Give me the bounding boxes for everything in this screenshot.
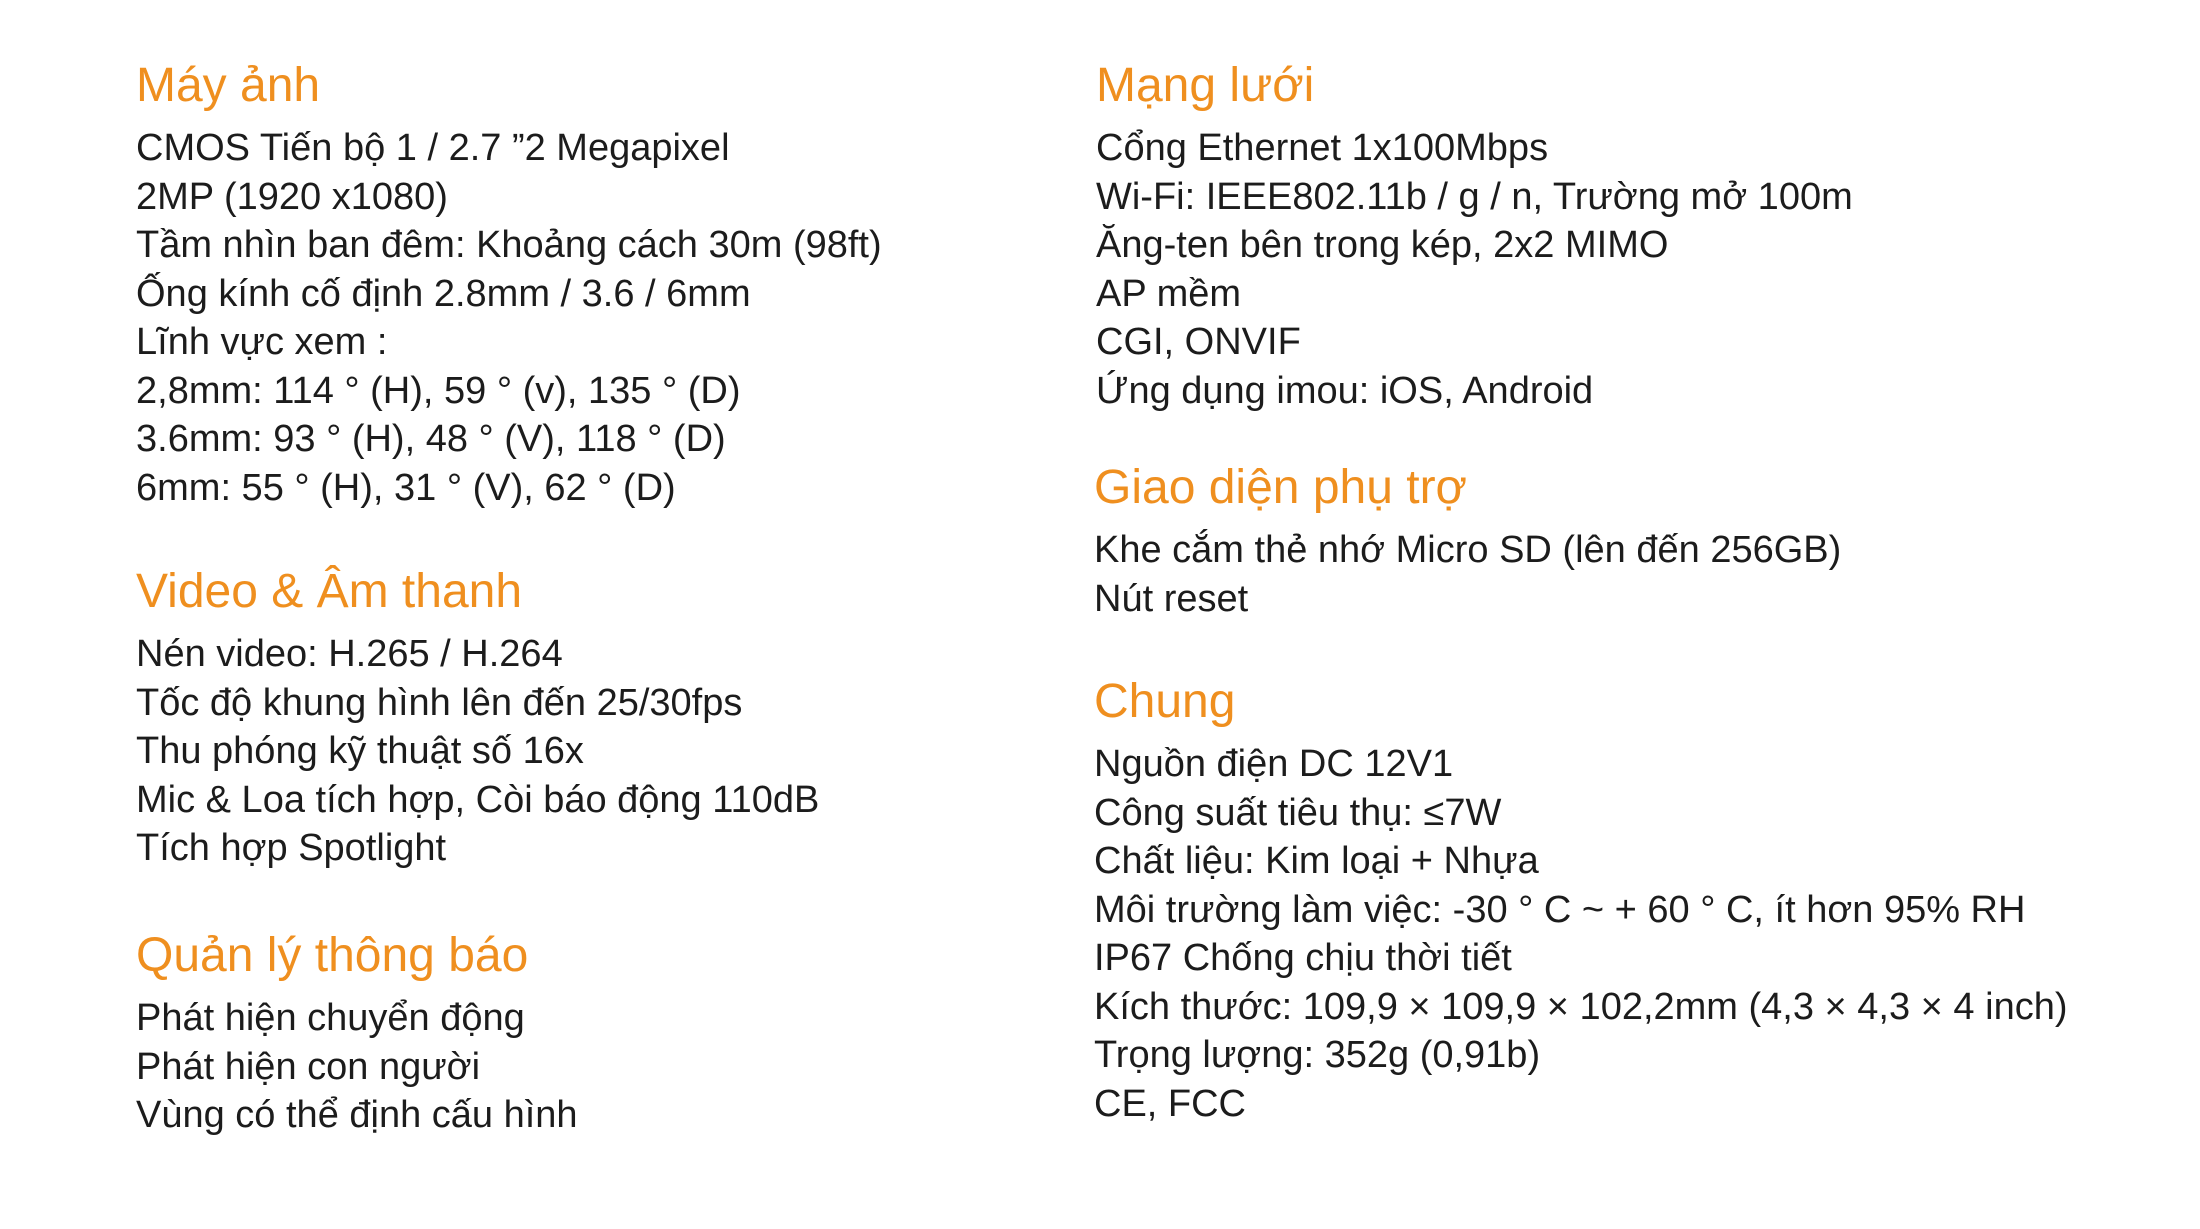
spec-line: Wi-Fi: IEEE802.11b / g / n, Trường mở 100m xyxy=(1096,175,1853,218)
spec-line: Nguồn điện DC 12V1 xyxy=(1094,743,1454,785)
spec-line: Khe cắm thẻ nhớ Micro SD (lên đến 256GB) xyxy=(1094,529,1842,571)
spec-line: Trọng lượng: 352g (0,91b) xyxy=(1094,1034,1541,1076)
spec-line: 6mm: 55 ° (H), 31 ° (V), 62 ° (D) xyxy=(136,466,676,509)
spec-line: Tích hợp Spotlight xyxy=(136,827,447,869)
section-title-video-audio: Video & Âm thanh xyxy=(136,565,523,618)
spec-line: CGI, ONVIF xyxy=(1096,321,1301,363)
section-network xyxy=(1096,59,1853,415)
spec-list-network xyxy=(1096,124,1853,415)
spec-line: Mic & Loa tích hợp, Còi báo động 110dB xyxy=(136,778,820,821)
section-auxiliary-interfaces xyxy=(1094,461,1842,623)
spec-line: AP mềm xyxy=(1096,272,1242,315)
spec-line: CE, FCC xyxy=(1094,1082,1246,1125)
section-title-auxiliary-interfaces: Giao diện phụ trợ xyxy=(1094,461,1468,514)
spec-line: Phát hiện con người xyxy=(136,1045,481,1088)
spec-line: Thu phóng kỹ thuật số 16x xyxy=(136,730,584,772)
spec-line: Chất liệu: Kim loại + Nhựa xyxy=(1094,840,1539,882)
spec-line: Môi trường làm việc: -30 ° C ~ + 60 ° C, ít hơn 95% RH xyxy=(1094,888,2026,931)
spec-line: Tốc độ khung hình lên đến 25/30fps xyxy=(136,681,743,724)
spec-line: Ứng dụng imou: iOS, Android xyxy=(1096,369,1594,412)
spec-line: Tầm nhìn ban đêm: Khoảng cách 30m (98ft) xyxy=(136,224,882,266)
spec-line: 3.6mm: 93 ° (H), 48 ° (V), 118 ° (D) xyxy=(136,418,726,460)
spec-list-general xyxy=(1094,740,2068,1128)
section-alerts xyxy=(136,929,578,1140)
section-general xyxy=(1094,675,2068,1128)
spec-list-camera xyxy=(136,124,882,512)
spec-line: Vùng có thể định cấu hình xyxy=(136,1094,578,1136)
spec-line: Công suất tiêu thụ: ≤7W xyxy=(1094,791,1502,834)
spec-line: Kích thước: 109,9 × 109,9 × 102,2mm (4,3 × 4,3 × 4 inch) xyxy=(1094,985,2068,1028)
spec-line: CMOS Tiến bộ 1 / 2.7 ”2 Megapixel xyxy=(136,127,730,169)
spec-list-auxiliary-interfaces xyxy=(1094,526,1841,623)
section-camera xyxy=(136,59,882,512)
spec-line: IP67 Chống chịu thời tiết xyxy=(1094,937,1512,979)
spec-line: Nút reset xyxy=(1094,577,1249,620)
section-title-camera: Máy ảnh xyxy=(136,59,321,112)
section-video-audio xyxy=(136,565,820,873)
spec-line: Nén video: H.265 / H.264 xyxy=(136,633,563,675)
spec-list-alerts xyxy=(136,994,578,1140)
spec-line: Cổng Ethernet 1x100Mbps xyxy=(1096,127,1549,169)
spec-line: Ống kính cố định 2.8mm / 3.6 / 6mm xyxy=(136,272,751,315)
spec-list-video-audio xyxy=(136,630,819,873)
spec-line: Ăng-ten bên trong kép, 2x2 MIMO xyxy=(1096,224,1669,266)
section-title-alerts: Quản lý thông báo xyxy=(136,929,529,982)
spec-line: Phát hiện chuyển động xyxy=(136,997,525,1039)
section-title-network: Mạng lưới xyxy=(1096,59,1315,112)
spec-line: 2MP (1920 x1080) xyxy=(136,175,448,218)
section-title-general: Chung xyxy=(1094,675,1236,728)
spec-line: Lĩnh vực xem : xyxy=(136,321,388,363)
spec-line: 2,8mm: 114 ° (H), 59 ° (v), 135 ° (D) xyxy=(136,369,741,412)
